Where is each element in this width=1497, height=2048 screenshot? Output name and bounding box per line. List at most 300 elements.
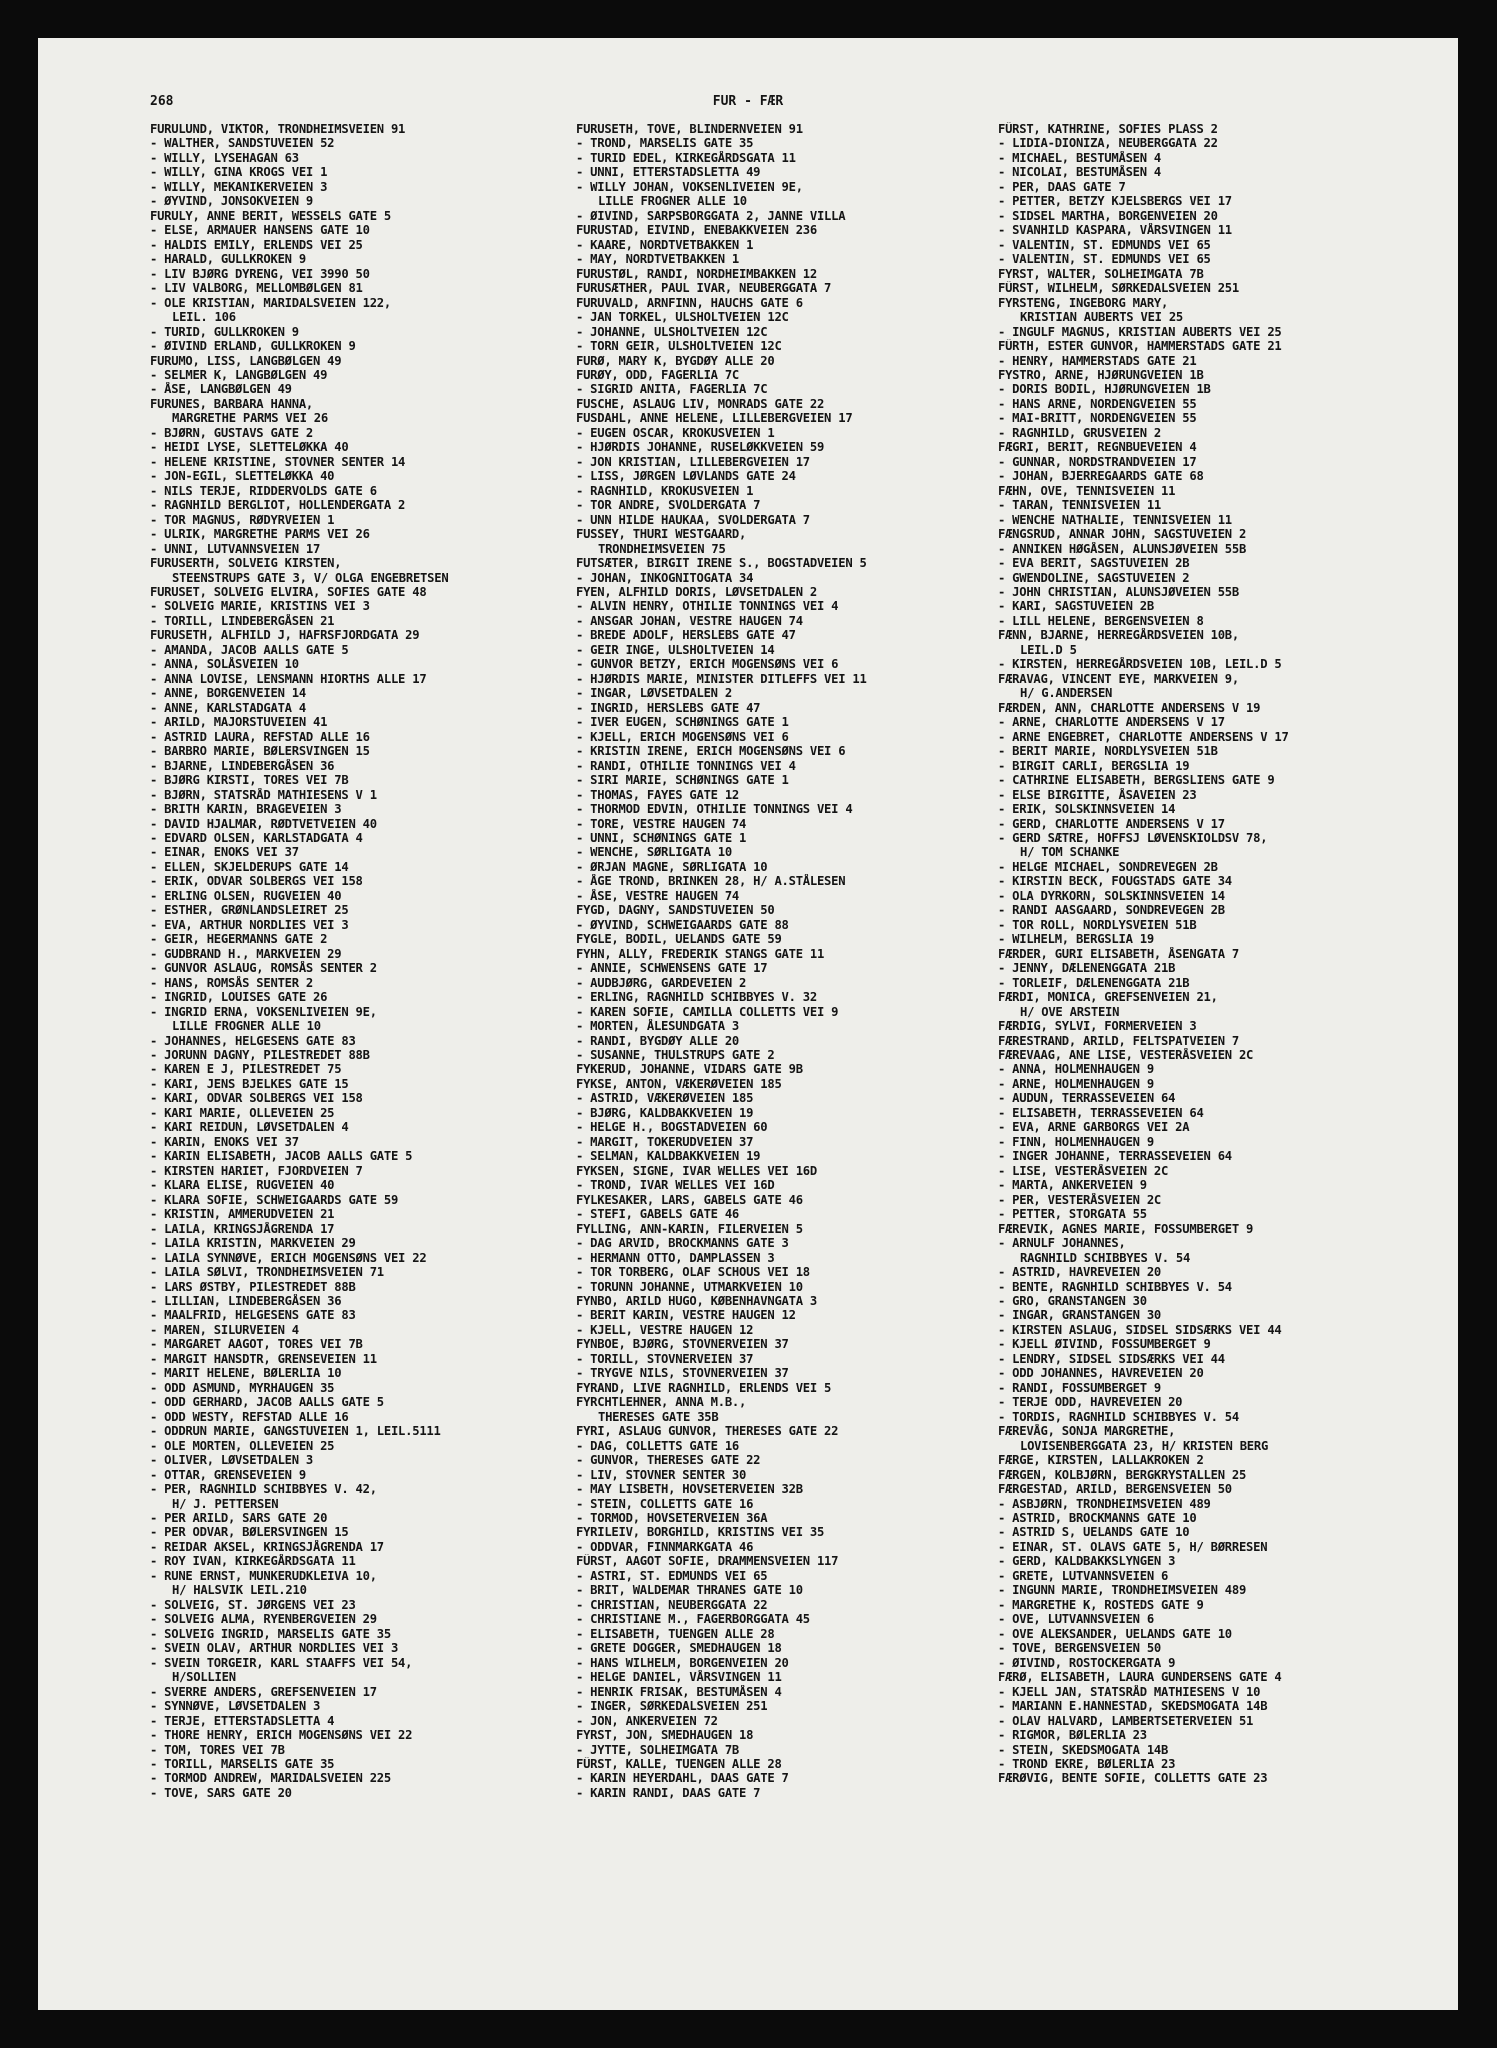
directory-entry: - TOM, TORES VEI 7B <box>150 1742 285 1757</box>
directory-entry: FÆRESTRAND, ARILD, FELTSPATVEIEN 7 <box>998 1033 1239 1048</box>
directory-entry: - OLAV HALVARD, LAMBERTSETERVEIEN 51 <box>998 1713 1254 1728</box>
directory-entry: - ASTRID S, UELANDS GATE 10 <box>998 1525 1190 1540</box>
directory-entry: - OLE KRISTIAN, MARIDALSVEIEN 122, <box>150 295 391 310</box>
directory-entry: - JOHANNES, HELGESENS GATE 83 <box>150 1033 356 1048</box>
directory-entry: - TORMOD ANDREW, MARIDALSVEIEN 225 <box>150 1771 391 1786</box>
directory-entry: - CHRISTIAN, NEUBERGGATA 22 <box>576 1597 768 1612</box>
directory-entry: - SIDSEL MARTHA, BORGENVEIEN 20 <box>998 208 1218 223</box>
directory-entry: - LIDIA-DIONIZA, NEUBERGGATA 22 <box>998 136 1218 151</box>
directory-entry: - KIRSTEN, HERREGÅRDSVEIEN 10B, LEIL.D 5 <box>998 657 1282 672</box>
directory-entry: - TORLEIF, DÆLENENGGATA 21B <box>998 975 1190 990</box>
directory-entry: - HENRY, HAMMERSTADS GATE 21 <box>998 353 1197 368</box>
directory-entry: - KARIN, ENOKS VEI 37 <box>150 1134 299 1149</box>
directory-entry: - WILHELM, BERGSLIA 19 <box>998 932 1154 947</box>
directory-entry: - KARIN HEYERDAHL, DAAS GATE 7 <box>576 1771 789 1786</box>
directory-entry: FÆNGSRUD, ANNAR JOHN, SAGSTUVEIEN 2 <box>998 527 1247 542</box>
directory-entry: - ODD JOHANNES, HAVREVEIEN 20 <box>998 1366 1204 1381</box>
directory-entry: - TROND, MARSELIS GATE 35 <box>576 136 754 151</box>
directory-entry: LEIL.D 5 <box>1020 642 1077 657</box>
directory-entry: - ELLEN, SKJELDERUPS GATE 14 <box>150 859 349 874</box>
directory-entry: FURØ, MARY K, BYGDØY ALLE 20 <box>576 353 775 368</box>
directory-entry: - LIV, STOVNER SENTER 30 <box>576 1467 747 1482</box>
directory-entry: - ALVIN HENRY, OTHILIE TONNINGS VEI 4 <box>576 599 839 614</box>
directory-entry: - KRISTIN IRENE, ERICH MOGENSØNS VEI 6 <box>576 744 846 759</box>
directory-entry: FUSCHE, ASLAUG LIV, MONRADS GATE 22 <box>576 396 825 411</box>
directory-entry: FYKERUD, JOHANNE, VIDARS GATE 9B <box>576 1062 803 1077</box>
directory-entry: - AMANDA, JACOB AALLS GATE 5 <box>150 642 349 657</box>
directory-entry: - ARNE, HOLMENHAUGEN 9 <box>998 1076 1154 1091</box>
directory-entry: RAGNHILD SCHIBBYES V. 54 <box>1020 1250 1191 1265</box>
directory-entry: - UNNI, SCHØNINGS GATE 1 <box>576 830 747 845</box>
directory-entry: LILLE FROGNER ALLE 10 <box>172 1019 321 1034</box>
directory-entry: - JOHAN, BJERREGAARDS GATE 68 <box>998 469 1204 484</box>
directory-entry: - KJELL, ERICH MOGENSØNS VEI 6 <box>576 729 789 744</box>
directory-entry: - TERJE, ETTERSTADSLETTA 4 <box>150 1713 335 1728</box>
directory-entry: - AUDUN, TERRASSEVEIEN 64 <box>998 1091 1176 1106</box>
directory-entry: FURUSETH, TOVE, BLINDERNVEIEN 91 <box>576 122 803 136</box>
directory-entry: - ODD WESTY, REFSTAD ALLE 16 <box>150 1409 349 1424</box>
directory-entry: - ANNA, SOLÅSVEIEN 10 <box>150 657 299 672</box>
directory-entry: - ANNA LOVISE, LENSMANN HIORTHS ALLE 17 <box>150 671 427 686</box>
directory-entry: - KAREN E J, PILESTREDET 75 <box>150 1062 342 1077</box>
directory-entry: - ASTRID, BROCKMANNS GATE 10 <box>998 1511 1197 1525</box>
directory-entry: FÆRDIG, SYLVI, FORMERVEIEN 3 <box>998 1019 1197 1034</box>
directory-entry: - ÅSE, LANGBØLGEN 49 <box>150 382 292 397</box>
directory-entry: - RAGNHILD, GRUSVEIEN 2 <box>998 425 1162 440</box>
directory-entry: - TOR TORBERG, OLAF SCHOUS VEI 18 <box>576 1265 810 1280</box>
directory-entry: - ARNE ENGEBRET, CHARLOTTE ANDERSENS V 17 <box>998 729 1289 744</box>
directory-entry: - TROND EKRE, BØLERLIA 23 <box>998 1756 1176 1771</box>
directory-entry: - KIRSTEN ASLAUG, SIDSEL SIDSÆRKS VEI 44 <box>998 1322 1282 1337</box>
directory-entry: - HALDIS EMILY, ERLENDS VEI 25 <box>150 237 363 252</box>
directory-entry: FYHN, ALLY, FREDERIK STANGS GATE 11 <box>576 946 825 961</box>
directory-entry: THERESES GATE 35B <box>598 1409 719 1424</box>
directory-entry: - TURID EDEL, KIRKEGÅRDSGATA 11 <box>576 150 796 165</box>
directory-entry: - SIGRID ANITA, FAGERLIA 7C <box>576 382 768 397</box>
directory-entry: FYEN, ALFHILD DORIS, LØVSETDALEN 2 <box>576 585 817 599</box>
directory-entry: FÆRDI, MONICA, GREFSENVEIEN 21, <box>998 990 1218 1005</box>
directory-entry: - SELMER K, LANGBØLGEN 49 <box>150 367 328 382</box>
directory-entry: - NILS TERJE, RIDDERVOLDS GATE 6 <box>150 483 377 498</box>
directory-entry: - TORN GEIR, ULSHOLTVEIEN 12C <box>576 339 782 354</box>
directory-entry: - ERIK, ODVAR SOLBERGS VEI 158 <box>150 874 363 889</box>
directory-entry: - TORDIS, RAGNHILD SCHIBBYES V. 54 <box>998 1409 1239 1424</box>
directory-entry: - OVE, LUTVANNSVEIEN 6 <box>998 1612 1154 1627</box>
directory-entry: - INGAR, LØVSETDALEN 2 <box>576 686 732 701</box>
directory-entry: - SOLVEIG, ST. JØRGENS VEI 23 <box>150 1597 356 1612</box>
directory-entry: - KJELL JAN, STATSRÅD MATHIESENS V 10 <box>998 1684 1261 1699</box>
directory-entry: - ØIVIND, SARPSBORGGATA 2, JANNE VILLA <box>576 208 846 223</box>
directory-entry: FURUSET, SOLVEIG ELVIRA, SOFIES GATE 48 <box>150 585 427 599</box>
directory-entry: - PER, VESTERÅSVEIEN 2C <box>998 1192 1162 1207</box>
directory-entry: - ERIK, SOLSKINNSVEIEN 14 <box>998 802 1176 817</box>
directory-entry: - ÅGE TROND, BRINKEN 28, H/ A.STÅLESEN <box>576 874 846 889</box>
directory-entry: - EVA, ARNE GARBORGS VEI 2A <box>998 1120 1190 1135</box>
directory-entry: - MARIANN E.HANNESTAD, SKEDSMOGATA 14B <box>998 1699 1268 1714</box>
directory-entry: - ODD GERHARD, JACOB AALLS GATE 5 <box>150 1395 384 1410</box>
directory-entry: FYLLING, ANN-KARIN, FILERVEIEN 5 <box>576 1221 803 1236</box>
directory-entry: LILLE FROGNER ALLE 10 <box>598 194 747 209</box>
directory-entry: - ODDRUN MARIE, GANGSTUVEIEN 1, LEIL.5111 <box>150 1424 441 1439</box>
directory-entry: - TORE, VESTRE HAUGEN 74 <box>576 816 747 831</box>
directory-entry: - EINAR, ENOKS VEI 37 <box>150 845 299 860</box>
directory-entry: - ANNIE, SCHWENSENS GATE 17 <box>576 961 768 976</box>
directory-entry: - MARGIT, TOKERUDVEIEN 37 <box>576 1134 754 1149</box>
directory-entry: H/SOLLIEN <box>172 1670 236 1685</box>
directory-entry: - THOMAS, FAYES GATE 12 <box>576 787 740 802</box>
directory-entry: - KJELL, VESTRE HAUGEN 12 <box>576 1322 754 1337</box>
directory-entry: - SELMAN, KALDBAKKVEIEN 19 <box>576 1149 761 1164</box>
directory-entry: - INGER, SØRKEDALSVEIEN 251 <box>576 1699 768 1714</box>
directory-entry: - TROND, IVAR WELLES VEI 16D <box>576 1178 775 1193</box>
directory-entry: - DORIS BODIL, HJØRUNGVEIEN 1B <box>998 382 1211 397</box>
directory-entry: - CATHRINE ELISABETH, BERGSLIENS GATE 9 <box>998 773 1275 788</box>
directory-entry: FUSSEY, THURI WESTGAARD, <box>576 527 747 542</box>
directory-entry: - BJØRN, STATSRÅD MATHIESENS V 1 <box>150 787 377 802</box>
directory-entry: - ANSGAR JOHAN, VESTRE HAUGEN 74 <box>576 613 803 628</box>
directory-entry: - TOVE, BERGENSVEIEN 50 <box>998 1641 1162 1656</box>
directory-entry: FÆRDEN, ANN, CHARLOTTE ANDERSENS V 19 <box>998 700 1261 715</box>
directory-entry: - SIRI MARIE, SCHØNINGS GATE 1 <box>576 773 789 788</box>
directory-entry: - TOR ROLL, NORDLYSVEIEN 51B <box>998 917 1197 932</box>
directory-entry: - KRISTIN, AMMERUDVEIEN 21 <box>150 1207 335 1222</box>
directory-entry: - DAG, COLLETTS GATE 16 <box>576 1438 740 1453</box>
directory-entry: - HELGE H., BOGSTADVEIEN 60 <box>576 1120 768 1135</box>
directory-entry: FURUSTØL, RANDI, NORDHEIMBAKKEN 12 <box>576 266 817 281</box>
directory-entry: - MAY, NORDTVETBAKKEN 1 <box>576 252 740 267</box>
directory-entry: - JENNY, DÆLENENGGATA 21B <box>998 961 1176 976</box>
directory-entry: - BERIT MARIE, NORDLYSVEIEN 51B <box>998 744 1218 759</box>
directory-entry: - WILLY JOHAN, VOKSENLIVEIEN 9E, <box>576 179 803 194</box>
directory-entry: - SVEIN TORGEIR, KARL STAAFFS VEI 54, <box>150 1655 413 1670</box>
directory-entry: FYSTRO, ARNE, HJØRUNGVEIEN 1B <box>998 367 1204 382</box>
directory-entry: - KARI REIDUN, LØVSETDALEN 4 <box>150 1120 349 1135</box>
directory-entry: - CHRISTIANE M., FAGERBORGGATA 45 <box>576 1612 810 1627</box>
directory-entry: - ANNE, KARLSTADGATA 4 <box>150 700 306 715</box>
directory-entry: - GEIR INGE, ULSHOLTVEIEN 14 <box>576 642 775 657</box>
directory-entry: - MAALFRID, HELGESENS GATE 83 <box>150 1308 356 1323</box>
directory-entry: - LISE, VESTERÅSVEIEN 2C <box>998 1163 1169 1178</box>
directory-entry: KRISTIAN AUBERTS VEI 25 <box>1020 310 1184 325</box>
directory-entry: FUTSÆTER, BIRGIT IRENE S., BOGSTADVEIEN 5 <box>576 556 867 571</box>
directory-entry: - ASTRID LAURA, REFSTAD ALLE 16 <box>150 729 370 744</box>
directory-entry: - LISS, JØRGEN LØVLANDS GATE 24 <box>576 469 796 484</box>
directory-entry: - STEIN, COLLETTS GATE 16 <box>576 1496 754 1511</box>
directory-entry: - LILL HELENE, BERGENSVEIEN 8 <box>998 613 1204 628</box>
directory-entry: - PER ODVAR, BØLERSVINGEN 15 <box>150 1525 349 1540</box>
directory-column-1 <box>150 122 562 1800</box>
directory-entry: - HARALD, GULLKROKEN 9 <box>150 252 306 267</box>
directory-entry: - KJELL ØIVIND, FOSSUMBERGET 9 <box>998 1337 1211 1352</box>
directory-entry: - ELSE, ARMAUER HANSENS GATE 10 <box>150 223 370 238</box>
directory-entry: FURUVALD, ARNFINN, HAUCHS GATE 6 <box>576 295 803 310</box>
directory-entry: - BRITH KARIN, BRAGEVEIEN 3 <box>150 802 342 817</box>
directory-entry: - LIV VALBORG, MELLOMBØLGEN 81 <box>150 281 363 296</box>
directory-entry: - ARNE, CHARLOTTE ANDERSENS V 17 <box>998 715 1225 730</box>
directory-entry: - LAILA SYNNØVE, ERICH MOGENSØNS VEI 22 <box>150 1250 427 1265</box>
directory-entry: - KIRSTEN HARIET, FJORDVEIEN 7 <box>150 1163 363 1178</box>
directory-entry: - LAILA, KRINGSJÅGRENDA 17 <box>150 1221 335 1236</box>
directory-entry: - OLIVER, LØVSETDALEN 3 <box>150 1453 314 1468</box>
directory-entry: - TORILL, MARSELIS GATE 35 <box>150 1756 335 1771</box>
directory-entry: - KLARA ELISE, RUGVEIEN 40 <box>150 1178 335 1193</box>
directory-entry: - DAG ARVID, BROCKMANNS GATE 3 <box>576 1236 789 1251</box>
directory-entry: FURUSÆTHER, PAUL IVAR, NEUBERGGATA 7 <box>576 281 832 296</box>
directory-entry: - JON KRISTIAN, LILLEBERGVEIEN 17 <box>576 454 810 469</box>
directory-entry: - GUNVOR ASLAUG, ROMSÅS SENTER 2 <box>150 961 377 976</box>
directory-entry: FÜRST, KALLE, TUENGEN ALLE 28 <box>576 1756 782 1771</box>
directory-entry: - RAGNHILD, KROKUSVEIEN 1 <box>576 483 754 498</box>
directory-entry: - SOLVEIG ALMA, RYENBERGVEIEN 29 <box>150 1612 377 1627</box>
directory-entry: - MAREN, SILURVEIEN 4 <box>150 1322 299 1337</box>
directory-entry: - AUDBJØRG, GARDEVEIEN 2 <box>576 975 747 990</box>
directory-entry: LEIL. 106 <box>172 310 236 325</box>
directory-entry: FURULUND, VIKTOR, TRONDHEIMSVEIEN 91 <box>150 122 406 136</box>
directory-entry: - BJØRN, GUSTAVS GATE 2 <box>150 425 314 440</box>
directory-entry: FURØY, ODD, FAGERLIA 7C <box>576 367 740 382</box>
directory-entry: FYRI, ASLAUG GUNVOR, THERESES GATE 22 <box>576 1424 839 1439</box>
directory-entry: - INGRID, LOUISES GATE 26 <box>150 990 328 1005</box>
directory-entry: - UNN HILDE HAUKAA, SVOLDERGATA 7 <box>576 512 810 527</box>
directory-entry: - GRETE DOGGER, SMEDHAUGEN 18 <box>576 1641 782 1656</box>
directory-entry: - RANDI, FOSSUMBERGET 9 <box>998 1380 1162 1395</box>
directory-entry: FURULY, ANNE BERIT, WESSELS GATE 5 <box>150 208 391 223</box>
directory-entry: FURUSERTH, SOLVEIG KIRSTEN, <box>150 556 342 571</box>
directory-entry: - ULRIK, MARGRETHE PARMS VEI 26 <box>150 527 370 542</box>
directory-entry: - RUNE ERNST, MUNKERUDKLEIVA 10, <box>150 1568 377 1583</box>
directory-entry: - BARBRO MARIE, BØLERSVINGEN 15 <box>150 744 370 759</box>
directory-entry: - WENCHE NATHALIE, TENNISVEIEN 11 <box>998 512 1232 527</box>
directory-entry: - ØYVIND, SCHWEIGAARDS GATE 88 <box>576 917 789 932</box>
directory-entry: - BJØRG, KALDBAKKVEIEN 19 <box>576 1105 754 1120</box>
directory-entry: H/ OVE ARSTEIN <box>1020 1004 1120 1019</box>
directory-entry: - HEIDI LYSE, SLETTELØKKA 40 <box>150 440 349 455</box>
directory-entry: FÜRTH, ESTER GUNVOR, HAMMERSTADS GATE 21 <box>998 339 1282 354</box>
directory-entry: - MARGRETHE K, ROSTEDS GATE 9 <box>998 1597 1204 1612</box>
directory-entry: - PER ARILD, SARS GATE 20 <box>150 1511 328 1525</box>
directory-entry: TRONDHEIMSVEIEN 75 <box>598 541 726 556</box>
directory-page <box>38 38 1458 2010</box>
directory-entry: FÆRØ, ELISABETH, LAURA GUNDERSENS GATE 4 <box>998 1670 1282 1685</box>
directory-entry: FYGD, DAGNY, SANDSTUVEIEN 50 <box>576 903 775 918</box>
directory-entry: - KARI, ODVAR SOLBERGS VEI 158 <box>150 1091 363 1106</box>
directory-entry: - OLE MORTEN, OLLEVEIEN 25 <box>150 1438 335 1453</box>
directory-entry: - TARAN, TENNISVEIEN 11 <box>998 498 1162 513</box>
directory-entry: - ØIVIND, ROSTOCKERGATA 9 <box>998 1655 1176 1670</box>
directory-entry: FYRAND, LIVE RAGNHILD, ERLENDS VEI 5 <box>576 1380 832 1395</box>
directory-entry: - SOLVEIG MARIE, KRISTINS VEI 3 <box>150 599 370 614</box>
directory-entry: - PETTER, BETZY KJELSBERGS VEI 17 <box>998 194 1232 209</box>
directory-entry: - UNNI, ETTERSTADSLETTA 49 <box>576 165 761 180</box>
directory-entry: FÜRST, WILHELM, SØRKEDALSVEIEN 251 <box>998 281 1239 296</box>
directory-entry: - MICHAEL, BESTUMÅSEN 4 <box>998 150 1162 165</box>
directory-entry: - JON-EGIL, SLETTELØKKA 40 <box>150 469 335 484</box>
directory-entry: - KARI, JENS BJELKES GATE 15 <box>150 1076 349 1091</box>
directory-entry: FYRSTENG, INGEBORG MARY, <box>998 295 1169 310</box>
directory-entry: - ANNA, HOLMENHAUGEN 9 <box>998 1062 1154 1077</box>
directory-entry: - KLARA SOFIE, SCHWEIGAARDS GATE 59 <box>150 1192 399 1207</box>
directory-entry: - GERD, KALDBAKKSLYNGEN 3 <box>998 1554 1176 1569</box>
directory-entry: - ASTRI, ST. EDMUNDS VEI 65 <box>576 1568 768 1583</box>
directory-entry: - WILLY, LYSEHAGAN 63 <box>150 150 299 165</box>
directory-entry: - VALENTIN, ST. EDMUNDS VEI 65 <box>998 237 1211 252</box>
directory-entry: - GERD, CHARLOTTE ANDERSENS V 17 <box>998 816 1225 831</box>
directory-entry: - BJØRG KIRSTI, TORES VEI 7B <box>150 773 349 788</box>
directory-entry: - JORUNN DAGNY, PILESTREDET 88B <box>150 1048 370 1062</box>
directory-entry: - KAARE, NORDTVETBAKKEN 1 <box>576 237 754 252</box>
directory-entry: - OVE ALEKSANDER, UELANDS GATE 10 <box>998 1626 1232 1641</box>
directory-entry: - HANS ARNE, NORDENGVEIEN 55 <box>998 396 1197 411</box>
directory-entry: - TORMOD, HOVSETERVEIEN 36A <box>576 1511 768 1525</box>
directory-entry: FURUMO, LISS, LANGBØLGEN 49 <box>150 353 342 368</box>
directory-entry: - HELGE DANIEL, VÅRSVINGEN 11 <box>576 1670 782 1685</box>
directory-entry: H/ HALSVIK LEIL.210 <box>172 1583 307 1598</box>
directory-entry: - RIGMOR, BØLERLIA 23 <box>998 1728 1147 1743</box>
directory-entry: - INGRID, HERSLEBS GATE 47 <box>576 700 761 715</box>
directory-entry: - OLA DYRKORN, SOLSKINNSVEIEN 14 <box>998 888 1225 903</box>
directory-entry: - INGUNN MARIE, TRONDHEIMSVEIEN 489 <box>998 1583 1247 1598</box>
directory-entry: - ELSE BIRGITTE, ÅSAVEIEN 23 <box>998 787 1197 802</box>
directory-entry: - DAVID HJALMAR, RØDTVETVEIEN 40 <box>150 816 377 831</box>
directory-entry: - HJØRDIS JOHANNE, RUSELØKKVEIEN 59 <box>576 440 825 455</box>
directory-entry: - SUSANNE, THULSTRUPS GATE 2 <box>576 1048 775 1062</box>
directory-entry: - ASBJØRN, TRONDHEIMSVEIEN 489 <box>998 1496 1211 1511</box>
directory-entry: - SVEIN OLAV, ARTHUR NORDLIES VEI 3 <box>150 1641 399 1656</box>
directory-entry: - MAY LISBETH, HOVSETERVEIEN 32B <box>576 1482 803 1497</box>
directory-column-3 <box>998 122 1410 1786</box>
directory-entry: - THORMOD EDVIN, OTHILIE TONNINGS VEI 4 <box>576 802 853 817</box>
directory-entry: H/ G.ANDERSEN <box>1020 686 1113 701</box>
directory-entry: - INGRID ERNA, VOKSENLIVEIEN 9E, <box>150 1004 377 1019</box>
directory-entry: FÆRGESTAD, ARILD, BERGENSVEIEN 50 <box>998 1482 1232 1497</box>
directory-entry: - TRYGVE NILS, STOVNERVEIEN 37 <box>576 1366 789 1381</box>
directory-entry: FÆRDER, GURI ELISABETH, ÅSENGATA 7 <box>998 946 1239 961</box>
directory-entry: - HANS, ROMSÅS SENTER 2 <box>150 975 314 990</box>
directory-entry: - BENTE, RAGNHILD SCHIBBYES V. 54 <box>998 1279 1232 1294</box>
directory-entry: - TOVE, SARS GATE 20 <box>150 1785 292 1800</box>
directory-entry: - GWENDOLINE, SAGSTUVEIEN 2 <box>998 570 1190 585</box>
directory-entry: - TERJE ODD, HAVREVEIEN 20 <box>998 1395 1183 1410</box>
directory-entry: - BIRGIT CARLI, BERGSLIA 19 <box>998 758 1190 773</box>
directory-entry: - JOHAN, INKOGNITOGATA 34 <box>576 570 754 585</box>
directory-entry: FURUNES, BARBARA HANNA, <box>150 396 314 411</box>
directory-entry: - GUNVOR BETZY, ERICH MOGENSØNS VEI 6 <box>576 657 839 672</box>
directory-entry: - UNNI, LUTVANNSVEIEN 17 <box>150 541 321 556</box>
directory-entry: - TORILL, LINDEBERGÅSEN 21 <box>150 613 335 628</box>
directory-entry: - BREDE ADOLF, HERSLEBS GATE 47 <box>576 628 796 643</box>
directory-entry: - NICOLAI, BESTUMÅSEN 4 <box>998 165 1162 180</box>
directory-entry: FYNBOE, BJØRG, STOVNERVEIEN 37 <box>576 1337 789 1352</box>
directory-entry: - LARS ØSTBY, PILESTREDET 88B <box>150 1279 356 1294</box>
directory-entry: - RANDI, BYGDØY ALLE 20 <box>576 1033 740 1048</box>
directory-entry: FYGLE, BODIL, UELANDS GATE 59 <box>576 932 782 947</box>
directory-entry: - LAILA SØLVI, TRONDHEIMSVEIEN 71 <box>150 1265 384 1280</box>
directory-entry: - EUGEN OSCAR, KROKUSVEIEN 1 <box>576 425 775 440</box>
directory-entry: - TORILL, STOVNERVEIEN 37 <box>576 1351 754 1366</box>
directory-entry: FÆNN, BJARNE, HERREGÅRDSVEIEN 10B, <box>998 628 1239 643</box>
directory-entry: - ØRJAN MAGNE, SØRLIGATA 10 <box>576 859 768 874</box>
directory-entry: FÆRAVAG, VINCENT EYE, MARKVEIEN 9, <box>998 671 1239 686</box>
directory-entry: - HERMANN OTTO, DAMPLASSEN 3 <box>576 1250 775 1265</box>
directory-entry: - LAILA KRISTIN, MARKVEIEN 29 <box>150 1236 356 1251</box>
directory-entry: - KIRSTIN BECK, FOUGSTADS GATE 34 <box>998 874 1232 889</box>
directory-entry: - JAN TORKEL, ULSHOLTVEIEN 12C <box>576 310 789 325</box>
directory-entry: - BRIT, WALDEMAR THRANES GATE 10 <box>576 1583 803 1598</box>
directory-entry: - EINAR, ST. OLAVS GATE 5, H/ BØRRESEN <box>998 1539 1268 1554</box>
directory-entry: - THORE HENRY, ERICH MOGENSØNS VEI 22 <box>150 1728 413 1743</box>
directory-entry: FÆREVAAG, ANE LISE, VESTERÅSVEIEN 2C <box>998 1048 1254 1062</box>
directory-entry: FYNBO, ARILD HUGO, KØBENHAVNGATA 3 <box>576 1293 817 1308</box>
directory-entry: - HELENE KRISTINE, STOVNER SENTER 14 <box>150 454 406 469</box>
directory-entry: - EDVARD OLSEN, KARLSTADGATA 4 <box>150 830 363 845</box>
directory-entry: - ESTHER, GRØNLANDSLEIRET 25 <box>150 903 349 918</box>
directory-entry: - MARIT HELENE, BØLERLIA 10 <box>150 1366 342 1381</box>
page-number: 268 <box>150 94 174 109</box>
directory-entry: - ÅSE, VESTRE HAUGEN 74 <box>576 888 740 903</box>
directory-entry: - SVANHILD KASPARA, VÅRSVINGEN 11 <box>998 223 1232 238</box>
directory-entry: - JON, ANKERVEIEN 72 <box>576 1713 718 1728</box>
directory-entry: FÜRST, AAGOT SOFIE, DRAMMENSVEIEN 117 <box>576 1554 839 1569</box>
directory-entry: - HJØRDIS MARIE, MINISTER DITLEFFS VEI 11 <box>576 671 867 686</box>
directory-entry: - KARIN RANDI, DAAS GATE 7 <box>576 1785 761 1800</box>
directory-entry: - KARI MARIE, OLLEVEIEN 25 <box>150 1105 335 1120</box>
page-heading: FUR - FÆR <box>712 94 784 109</box>
directory-entry: FYRCHTLEHNER, ANNA M.B., <box>576 1395 747 1410</box>
directory-entry: - LILLIAN, LINDEBERGÅSEN 36 <box>150 1293 342 1308</box>
directory-entry: FYKSE, ANTON, VÆKERØVEIEN 185 <box>576 1076 782 1091</box>
directory-entry: - VALENTIN, ST. EDMUNDS VEI 65 <box>998 252 1211 267</box>
directory-entry: - INGER JOHANNE, TERRASSEVEIEN 64 <box>998 1149 1232 1164</box>
directory-entry: - ANNIKEN HØGÅSEN, ALUNSJØVEIEN 55B <box>998 541 1247 556</box>
directory-entry: FÆREVÅG, SONJA MARGRETHE, <box>998 1424 1176 1439</box>
directory-entry: - ODD ASMUND, MYRHAUGEN 35 <box>150 1380 335 1395</box>
directory-entry: - MARGIT HANSDTR, GRENSEVEIEN 11 <box>150 1351 377 1366</box>
directory-entry: FÆRØVIG, BENTE SOFIE, COLLETTS GATE 23 <box>998 1771 1268 1786</box>
directory-entry: FURUSTAD, EIVIND, ENEBAKKVEIEN 236 <box>576 223 817 238</box>
directory-entry: H/ J. PETTERSEN <box>172 1496 279 1511</box>
directory-entry: LOVISENBERGGATA 23, H/ KRISTEN BERG <box>1020 1438 1269 1453</box>
directory-entry: FYRILEIV, BORGHILD, KRISTINS VEI 35 <box>576 1525 825 1540</box>
directory-entry: - ROY IVAN, KIRKEGÅRDSGATA 11 <box>150 1554 356 1569</box>
directory-entry: FÆHN, OVE, TENNISVEIEN 11 <box>998 483 1176 498</box>
directory-entry: - PETTER, STORGATA 55 <box>998 1207 1147 1222</box>
directory-entry: FÆREVIK, AGNES MARIE, FOSSUMBERGET 9 <box>998 1221 1254 1236</box>
directory-entry: - TOR ANDRE, SVOLDERGATA 7 <box>576 498 761 513</box>
directory-entry: - MAI-BRITT, NORDENGVEIEN 55 <box>998 411 1197 426</box>
directory-entry: - LENDRY, SIDSEL SIDSÆRKS VEI 44 <box>998 1351 1225 1366</box>
directory-entry: - GERD SÆTRE, HOFFSJ LØVENSKIOLDSV 78, <box>998 830 1268 845</box>
directory-entry: - GUNNAR, NORDSTRANDVEIEN 17 <box>998 454 1197 469</box>
directory-entry: FÆRGE, KIRSTEN, LALLAKROKEN 2 <box>998 1453 1204 1468</box>
directory-entry: - WALTHER, SANDSTUVEIEN 52 <box>150 136 335 151</box>
directory-entry: - BERIT KARIN, VESTRE HAUGEN 12 <box>576 1308 796 1323</box>
directory-entry: - PER, DAAS GATE 7 <box>998 179 1126 194</box>
directory-entry: - RANDI, OTHILIE TONNINGS VEI 4 <box>576 758 796 773</box>
directory-entry: - STEFI, GABELS GATE 46 <box>576 1207 740 1222</box>
directory-entry: - WENCHE, SØRLIGATA 10 <box>576 845 732 860</box>
directory-entry: - MORTEN, ÅLESUNDGATA 3 <box>576 1019 740 1034</box>
directory-entry: - MARTA, ANKERVEIEN 9 <box>998 1178 1147 1193</box>
directory-entry: - JOHANNE, ULSHOLTVEIEN 12C <box>576 324 768 339</box>
directory-entry: - OTTAR, GRENSEVEIEN 9 <box>150 1467 306 1482</box>
directory-entry: - ELISABETH, TUENGEN ALLE 28 <box>576 1626 775 1641</box>
directory-entry: - TOR MAGNUS, RØDYRVEIEN 1 <box>150 512 335 527</box>
directory-entry: - REIDAR AKSEL, KRINGSJÅGRENDA 17 <box>150 1539 384 1554</box>
directory-entry: - GUNVOR, THERESES GATE 22 <box>576 1453 761 1468</box>
directory-entry: - INGAR, GRANSTANGEN 30 <box>998 1308 1162 1323</box>
directory-entry: - LIV BJØRG DYRENG, VEI 3990 50 <box>150 266 370 281</box>
directory-entry: - BJARNE, LINDEBERGÅSEN 36 <box>150 758 335 773</box>
